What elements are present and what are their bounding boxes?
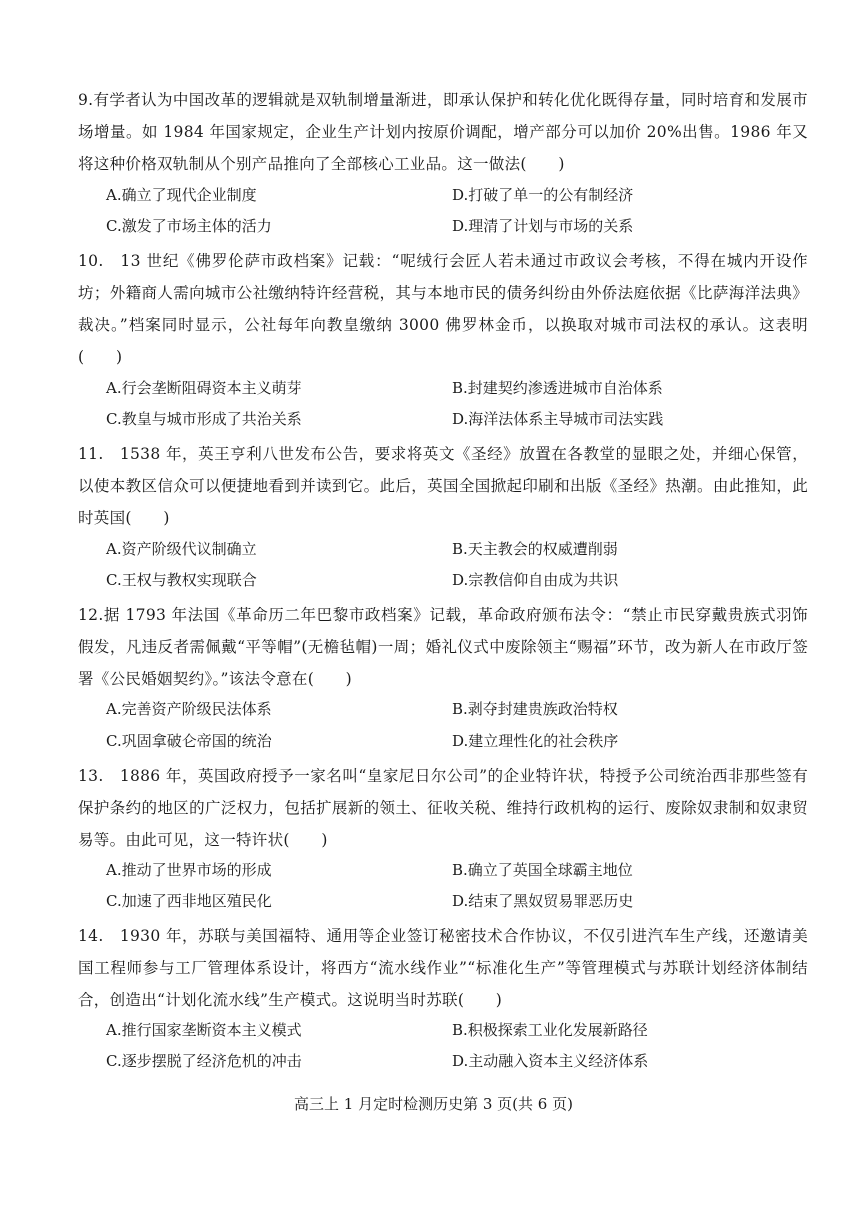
question-11-option-c: C.王权与教权实现联合 [106,571,257,589]
question-11-option-b: B.天主教会的权威遭削弱 [452,540,618,558]
question-13-stem: 13. 1886 年，英国政府授予一家名叫“皇家尼日尔公司”的企业特许状，特授予公司统治西非那些签有保护条约的地区的广泛权力，包括扩展新的领土、征收关税、维持行政机构的运行、废除奴隶制和奴隶贸易等。由此可见，这一特许状( ) [78,767,808,849]
question-10-stem: 10. 13 世纪《佛罗伦萨市政档案》记载：“呢绒行会匠人若未通过市政议会考核，不得在城内开设作坊；外籍商人需向城市公社缴纳特许经营税，其与本地市民的债务纠纷由外侨法庭依据《比萨海洋法典》裁决。”档案同时显示，公社每年向教皇缴纳 3000 佛罗林金币，以换取对城市司法权的承认。这表明( ) [78,252,808,366]
question-10-option-d: D.海洋法体系主导城市司法实践 [452,410,664,428]
question-13-option-b: B.确立了英国全球霸主地位 [452,861,633,879]
question-14-option-c: C.逐步摆脱了经济危机的冲击 [106,1052,302,1070]
question-13-option-a: A.推动了世界市场的形成 [106,861,272,879]
question-13-option-c: C.加速了西非地区殖民化 [106,892,272,910]
question-9-option-a: A.确立了现代企业制度 [106,186,257,204]
question-14-stem: 14. 1930 年，苏联与美国福特、通用等企业签订秘密技术合作协议，不仅引进汽车生产线，还邀请美国工程师参与工厂管理体系设计，将西方“流水线作业”“标准化生产”等管理模式与苏联计划经济体制结合，创造出“计划化流水线”生产模式。这说明当时苏联( ) [78,927,808,1009]
question-10-option-b: B.封建契约渗透进城市自治体系 [452,379,663,397]
question-12-option-d: D.建立理性化的社会秩序 [452,732,619,750]
question-14-option-b: B.积极探索工业化发展新路径 [452,1021,648,1039]
question-12-option-c: C.巩固拿破仑帝国的统治 [106,732,272,750]
question-11-option-d: D.宗教信仰自由成为共识 [452,571,619,589]
question-9-option-d: D.理清了计划与市场的关系 [452,217,634,235]
question-12-option-b: B.剥夺封建贵族政治特权 [452,700,618,718]
question-12-option-a: A.完善资产阶级民法体系 [106,700,272,718]
question-12-stem: 12.据 1793 年法国《革命历二年巴黎市政档案》记载，革命政府颁布法令：“禁止市民穿戴贵族式羽饰假发，凡违反者需佩戴“平等帽”(无檐毡帽)一周；婚礼仪式中废除领主“赐福”环节，改为新人在市政厅签署《公民婚姻契约》。”该法令意在( ) [78,606,808,688]
question-9-option-b: D.打破了单一的公有制经济 [452,186,634,204]
question-11-option-a: A.资产阶级代议制确立 [106,540,257,558]
question-9-stem: 9.有学者认为中国改革的逻辑就是双轨制增量渐进，即承认保护和转化优化既得存量，同时培育和发展市场增量。如 1984 年国家规定，企业生产计划内按原价调配，增产部分可以加价 20%出售。1986 年又将这种价格双轨制从个别产品推向了全部核心工业品。这一做法( ) [78,91,808,173]
page-footer: 高三上 1 月定时检测历史第 3 页(共 6 页) [294,1095,573,1113]
question-14-option-a: A.推行国家垄断资本主义模式 [106,1021,302,1039]
question-13-option-d: D.结束了黑奴贸易罪恶历史 [452,892,634,910]
question-9-option-c: C.激发了市场主体的活力 [106,217,272,235]
question-14-option-d: D.主动融入资本主义经济体系 [452,1052,649,1070]
question-11-stem: 11. 1538 年，英王亨利八世发布公告，要求将英文《圣经》放置在各教堂的显眼之处，并细心保管，以使本教区信众可以便捷地看到并读到它。此后，英国全国掀起印刷和出版《圣经》热潮。由此推知，此时英国( ) [78,445,808,527]
question-10-option-a: A.行会垄断阻碍资本主义萌芽 [106,379,302,397]
question-10-option-c: C.教皇与城市形成了共治关系 [106,410,302,428]
